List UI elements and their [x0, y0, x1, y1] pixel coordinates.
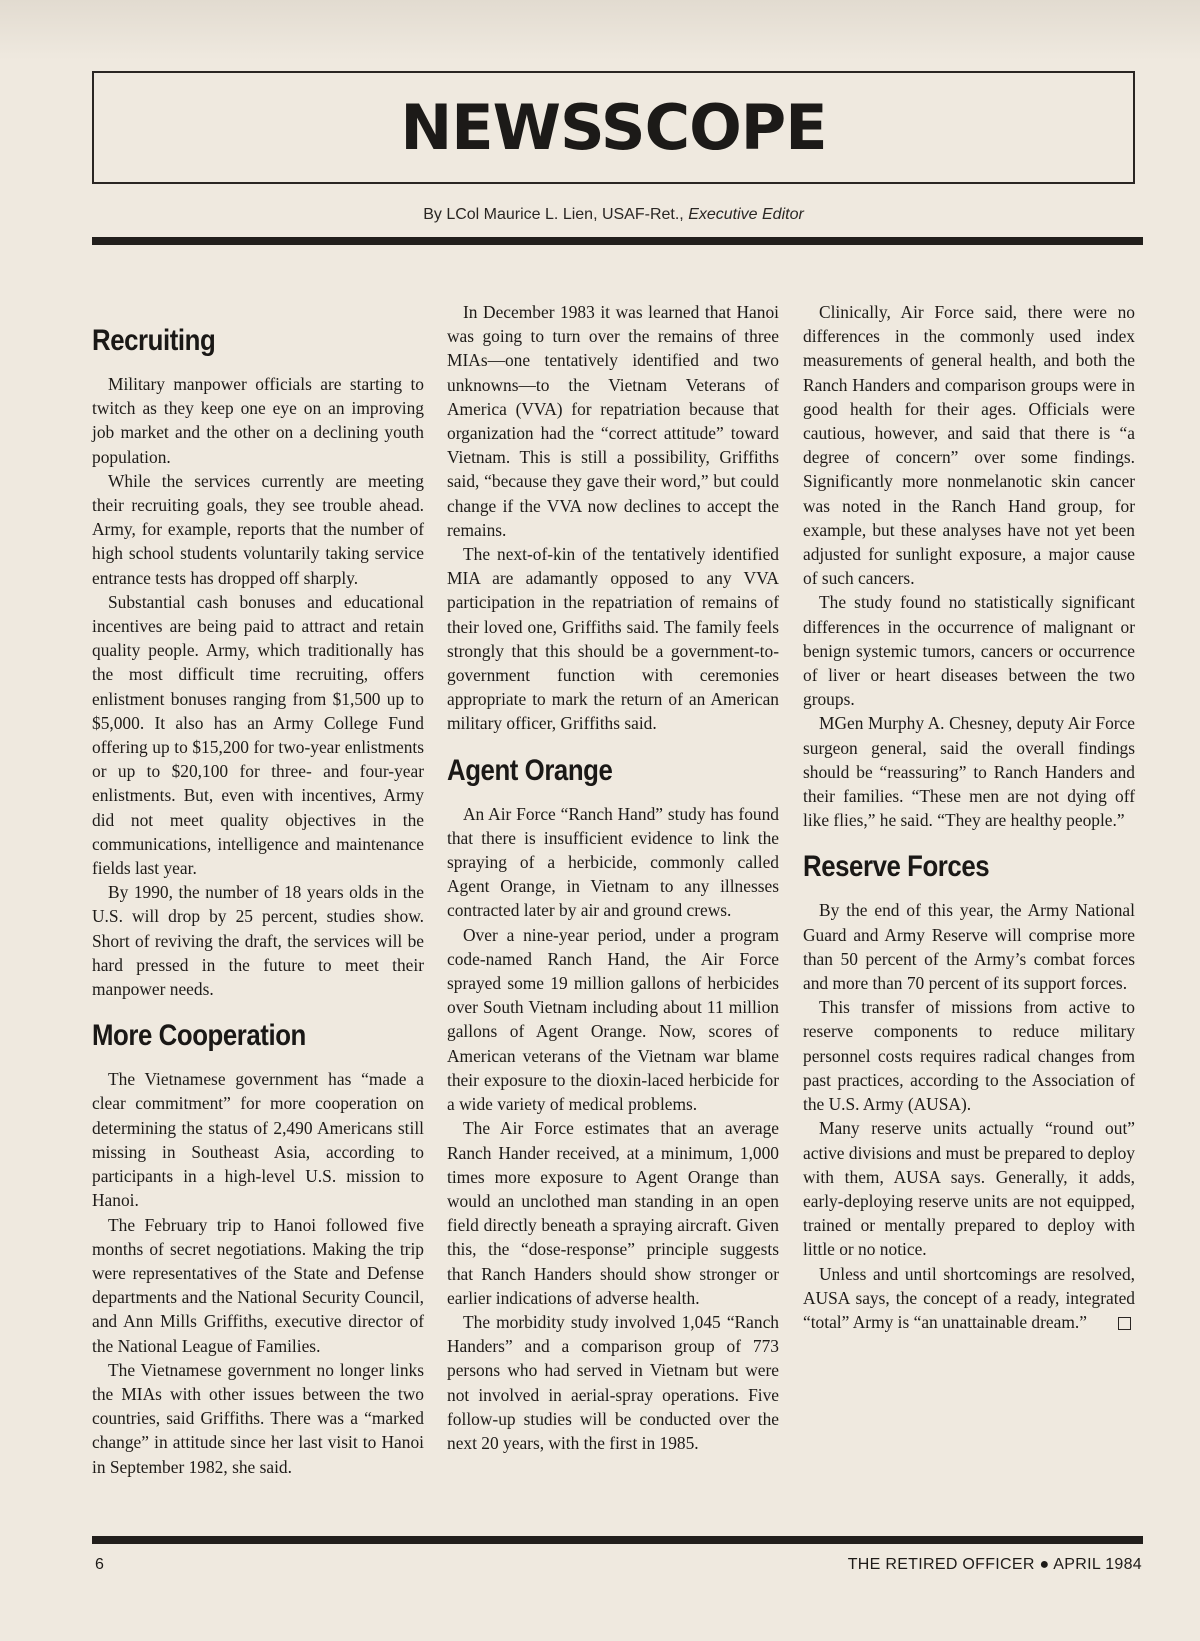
top-rule — [92, 237, 1143, 245]
paragraph: By the end of this year, the Army National Guard and Army Reserve will comprise more than 50 percent of the Army’s combat forces and more than 70 percent of its support forces. — [803, 900, 1135, 994]
paragraph: The Vietnamese government has “made a clear commitment” for more cooperation on determining the status of 2,490 Americans still missing in Southeast Asia, according to participants in a high-level U.S. mission to Hanoi. — [92, 1069, 424, 1211]
paragraph: Clinically, Air Force said, there were no differences in the commonly used index measurements of general health, and both the Ranch Handers and comparison groups were in good health for their ages. Officials were cautious, however, and said that there is “a degree of concern” over some findings. Significantly more nonmelanotic skin cancer was noted in the Ranch Hand group, for example, but these analyses have not yet been adjusted for sunlight exposure, a major cause of such cancers. — [803, 302, 1135, 589]
paragraph: The next-of-kin of the tentatively identified MIA are adamantly opposed to any VVA participation in the repatriation of remains of their loved one, Griffiths said. The family feels strongly that this should be a government-to-government function with ceremonies appropriate to mark the return of an American military officer, Griffiths said. — [447, 544, 779, 734]
masthead-box — [92, 71, 1135, 184]
paragraph: The Vietnamese government no longer links the MIAs with other issues between the two countries, said Griffiths. There was a “marked change” in attitude since her last visit to Hanoi in September 1982, she said. — [92, 1359, 424, 1477]
column-3 — [803, 300, 1135, 1334]
column-1 — [92, 324, 424, 1479]
end-mark-icon — [1118, 1317, 1131, 1330]
paragraph: Many reserve units actually “round out” active divisions and must be prepared to deploy with them, AUSA says. Generally, it adds, early-deploying reserve units are not equipped, trained or mentally prepared to deploy with little or no notice. — [803, 1118, 1135, 1260]
paragraph-text: Unless and until shortcomings are resolved, AUSA says, the concept of a ready, integrated “total” Army is “an unattainable dream.” — [803, 1263, 1135, 1332]
paragraph: By 1990, the number of 18 years olds in the U.S. will drop by 25 percent, studies show. Short of reviving the draft, the services will be hard pressed in the future to meet their manpower needs. — [92, 882, 424, 1000]
section-heading-reserve: Reserve Forces — [803, 850, 990, 884]
paragraph: Military manpower officials are starting to twitch as they keep one eye on an improving job market and the other on a declining youth population. — [92, 374, 424, 467]
section-heading-recruiting: Recruiting — [92, 324, 216, 357]
paragraph: While the services currently are meeting their recruiting goals, they see trouble ahead. Army, for example, reports that the number of high school students voluntarily taking service entrance tests has dropped off sharply. — [92, 470, 424, 588]
bottom-rule — [92, 1536, 1143, 1544]
paragraph: This transfer of missions from active to reserve components to reduce military personnel costs requires radical changes from past practices, according to the Association of the U.S. Army (AUSA). — [803, 997, 1135, 1115]
byline — [92, 206, 1135, 224]
paragraph: The Air Force estimates that an average Ranch Hander received, at a minimum, 1,000 times more exposure to Agent Orange than would an unclothed man standing in an open field directly beneath a spraying aircraft. Given this, the “dose-response” principle suggests that Ranch Handers should show stronger or earlier indications of adverse health. — [447, 1118, 779, 1308]
byline-role: Executive Editor — [688, 206, 804, 223]
masthead-title: NEWSSCOPE — [400, 91, 827, 164]
paragraph-last — [803, 1262, 1135, 1335]
publication-footer: THE RETIRED OFFICER ● APRIL 1984 — [847, 1556, 1142, 1573]
paragraph: MGen Murphy A. Chesney, deputy Air Force surgeon general, said the overall findings should be “reassuring” to Ranch Handers and their families. “These men are not dying off like flies,” he said. “They are healthy people.” — [803, 713, 1135, 831]
paragraph: In December 1983 it was learned that Hanoi was going to turn over the remains of three MIAs—one tentatively identified and two unknowns—to the Vietnam Veterans of America (VVA) for repatriation because that organization had the “correct attitude” toward Vietnam. This is still a possibility, Griffiths said, “because they gave their word,” but could change if the VVA now declines to accept the remains. — [447, 302, 779, 540]
paragraph: Substantial cash bonuses and educational incentives are being paid to attract and retain quality people. Army, which traditionally has the most difficult time recruiting, offers enlistment bonuses ranging from $1,500 up to $5,000. It also has an Army College Fund offering up to $15,200 for two-year enlistments or up to $20,100 for three- and four-year enlistments. But, even with incentives, Army did not meet quality objectives in the communications, intelligence and maintenance fields last year. — [92, 591, 424, 879]
section-heading-cooperation: More Cooperation — [92, 1019, 306, 1053]
paragraph: Over a nine-year period, under a program code-named Ranch Hand, the Air Force sprayed some 19 million gallons of herbicides over South Vietnam including about 11 million gallons of Agent Orange. Now, scores of American veterans of the Vietnam war blame their exposure to the dioxin-laced herbicide for a wide variety of medical problems. — [447, 924, 779, 1115]
paragraph: An Air Force “Ranch Hand” study has found that there is insufficient evidence to link the spraying of a herbicide, commonly called Agent Orange, in Vietnam to any illnesses contracted later by air and ground crews. — [447, 803, 779, 921]
paragraph: The February trip to Hanoi followed five months of secret negotiations. Making the trip were representatives of the State and Defense departments and the National Security Council, and Ann Mills Griffiths, executive director of the National League of Families. — [92, 1214, 424, 1356]
column-2 — [447, 300, 779, 1455]
paragraph: The study found no statistically significant differences in the occurrence of malignant or benign systemic tumors, cancers or occurrence of liver or heart diseases between the two groups. — [803, 592, 1135, 710]
page-number: 6 — [95, 1556, 104, 1573]
paragraph: The morbidity study involved 1,045 “Ranch Handers” and a comparison group of 773 persons who had served in Vietnam but were not involved in aerial-spray operations. Five follow-up studies will be conducted over the next 20 years, with the first in 1985. — [447, 1311, 779, 1453]
page-edge — [0, 0, 1200, 60]
byline-author: By LCol Maurice L. Lien, USAF-Ret., — [423, 206, 689, 223]
section-heading-agent-orange: Agent Orange — [447, 753, 613, 787]
